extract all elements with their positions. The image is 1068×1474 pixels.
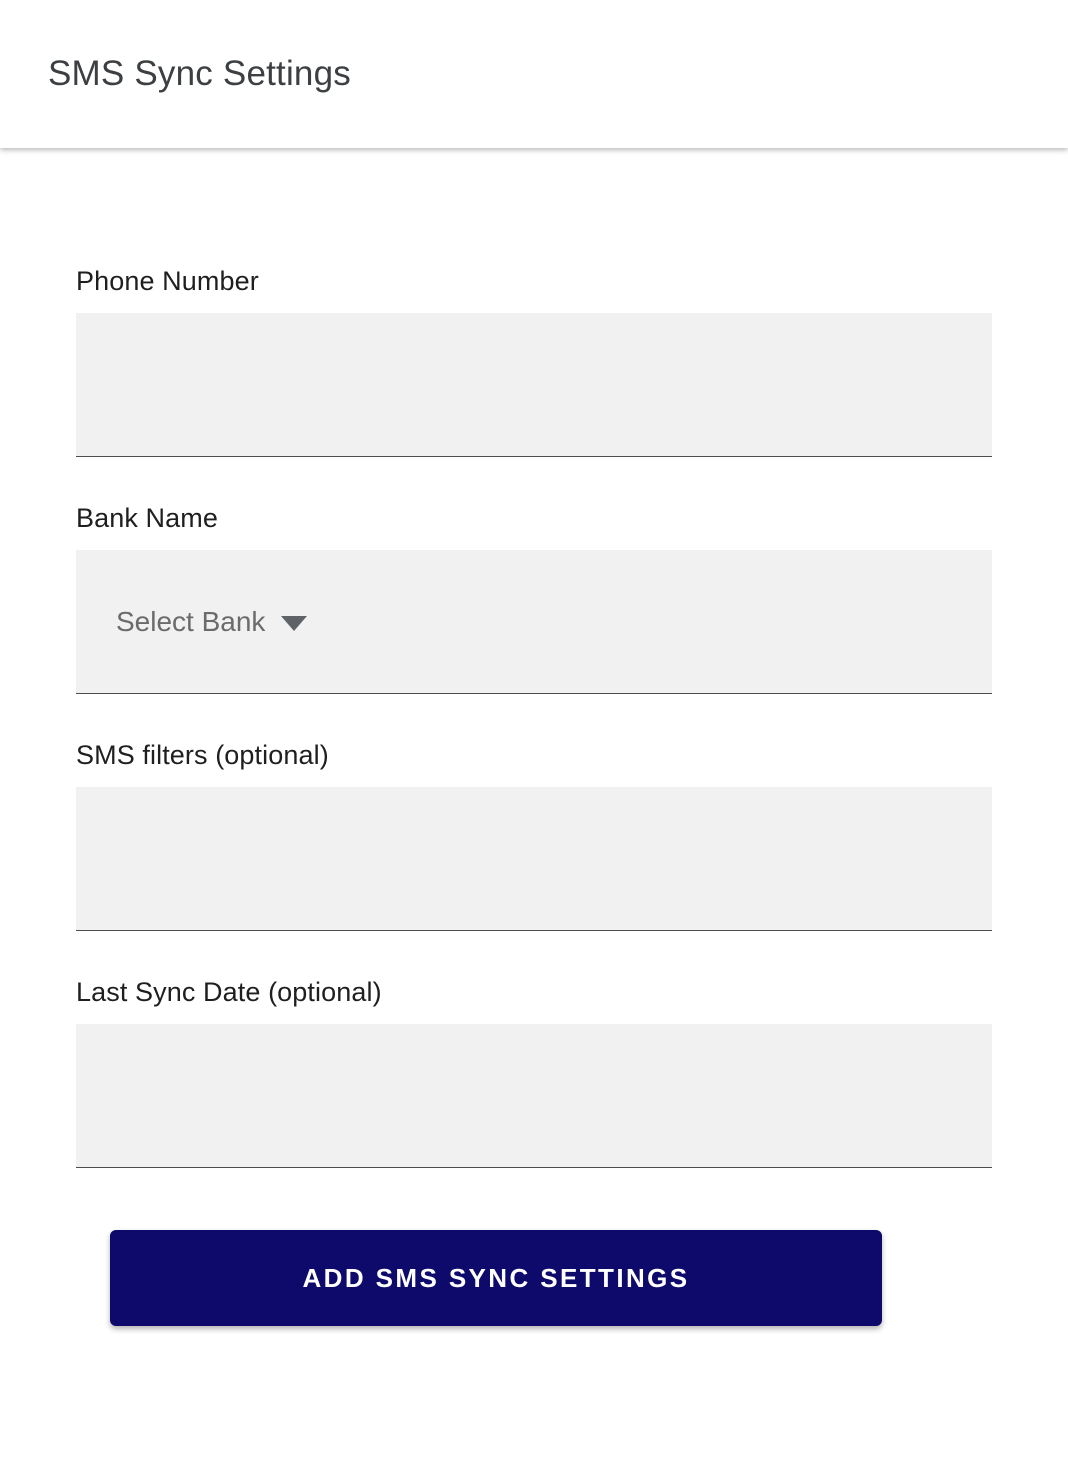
phone-number-label: Phone Number xyxy=(76,266,259,296)
field-group-last-sync-date xyxy=(76,977,992,1168)
submit-button-container xyxy=(76,1230,992,1326)
field-group-bank-name xyxy=(76,503,992,694)
last-sync-date-input[interactable] xyxy=(116,1024,992,1167)
sms-filters-input[interactable] xyxy=(116,787,992,930)
chevron-down-icon xyxy=(281,616,307,631)
field-group-phone-number xyxy=(76,266,992,457)
app-bar xyxy=(0,0,1068,148)
settings-form xyxy=(0,148,1068,1326)
phone-number-input[interactable] xyxy=(116,313,992,456)
field-group-sms-filters xyxy=(76,740,992,931)
add-sms-sync-settings-button[interactable]: ADD SMS SYNC SETTINGS xyxy=(110,1230,882,1326)
page-title: SMS Sync Settings xyxy=(48,54,351,93)
bank-name-select[interactable] xyxy=(76,550,992,694)
phone-number-field[interactable] xyxy=(76,313,992,457)
bank-name-selected-value: Select Bank xyxy=(116,605,266,637)
sms-filters-field[interactable] xyxy=(76,787,992,931)
bank-name-label: Bank Name xyxy=(76,503,218,533)
sms-filters-label: SMS filters (optional) xyxy=(76,740,329,770)
last-sync-date-label: Last Sync Date (optional) xyxy=(76,977,382,1007)
bank-name-select-row[interactable] xyxy=(116,606,307,638)
last-sync-date-field[interactable] xyxy=(76,1024,992,1168)
